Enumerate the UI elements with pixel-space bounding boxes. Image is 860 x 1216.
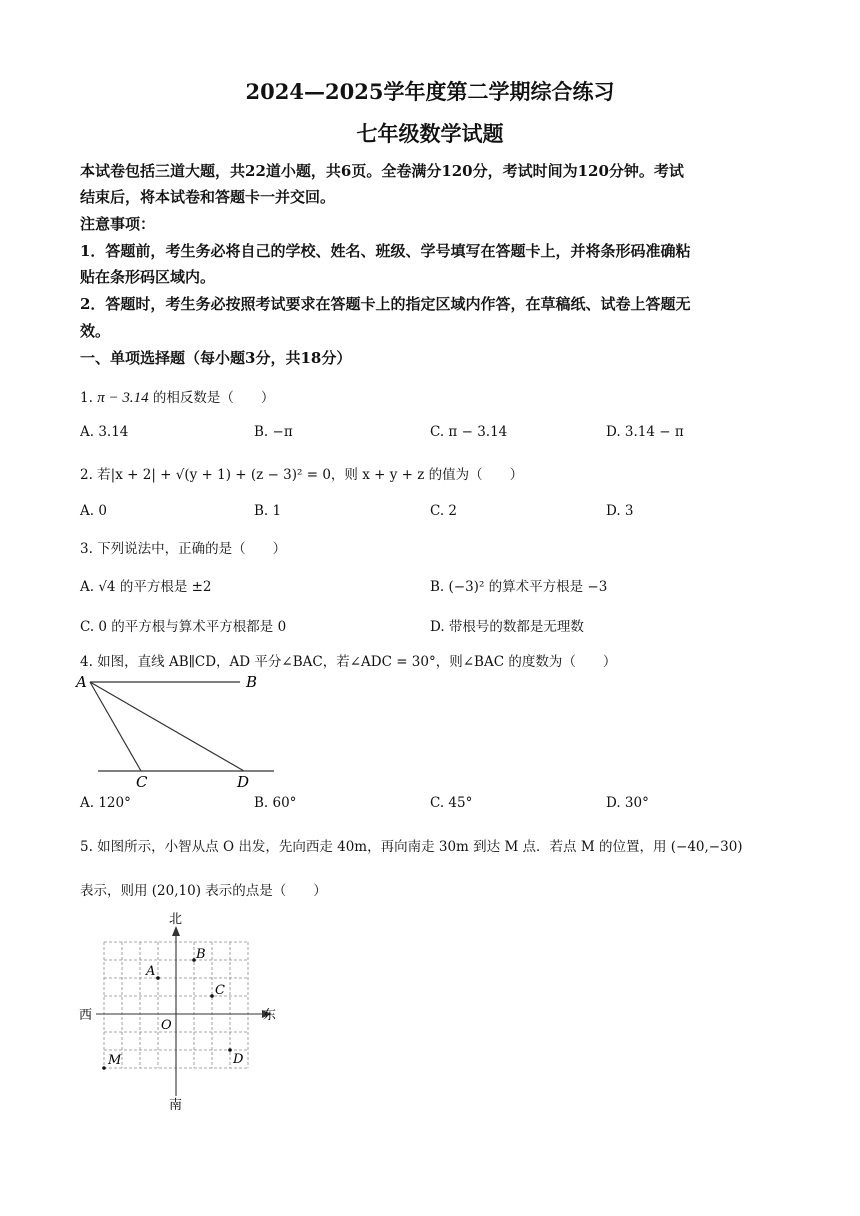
north-label: 北 xyxy=(169,912,183,927)
segment-ad xyxy=(90,682,244,771)
point-c-label: C xyxy=(215,983,225,998)
q1-option-c[interactable]: C. π − 3.14 xyxy=(430,424,508,440)
q3-option-c[interactable]: C. 0 的平方根与算术平方根都是 0 xyxy=(80,619,287,635)
exam-subtitle: 七年级数学试题 xyxy=(356,121,504,146)
south-label: 南 xyxy=(169,1098,183,1113)
notice-1-line-1: 1．答题前，考生务必将自己的学校、姓名、班级、学号填写在答题卡上，并将条形码准确粘 xyxy=(80,242,691,260)
q5-stem-line-2: 表示，则用 (20,10) 表示的点是（ ） xyxy=(80,883,327,899)
origin-label: O xyxy=(161,1018,172,1033)
label-a: A xyxy=(76,673,87,691)
point-a-label: A xyxy=(146,964,156,979)
label-c: C xyxy=(136,773,148,791)
segment-ac xyxy=(90,682,141,771)
exam-title: 2024—2025学年度第二学期综合练习 xyxy=(245,79,615,104)
q4-stem: 4. 如图，直线 AB∥CD，AD 平分∠BAC，若∠ADC = 30°，则∠BAC 的度数为（ ） xyxy=(80,654,617,670)
q3-option-a[interactable]: A. √4 的平方根是 ±2 xyxy=(80,579,212,595)
east-label: 东 xyxy=(263,1008,277,1023)
q1-stem xyxy=(80,386,274,407)
label-d: D xyxy=(237,773,250,791)
q2-option-c[interactable]: C. 2 xyxy=(430,503,458,519)
q4-option-d[interactable]: D. 30° xyxy=(606,795,649,811)
q2-option-a[interactable]: A. 0 xyxy=(80,503,107,519)
q1-number: 1. xyxy=(80,390,93,406)
notice-2-line-2: 效。 xyxy=(80,322,111,340)
q3-option-b[interactable]: B. (−3)² 的算术平方根是 −3 xyxy=(430,579,608,595)
q3-stem: 3. 下列说法中，正确的是（ ） xyxy=(80,541,287,557)
label-b: B xyxy=(246,673,258,691)
point-d-label: D xyxy=(233,1052,244,1067)
point-a xyxy=(156,976,160,980)
q2-stem: 2. 若|x + 2| + √(y + 1) + (z − 3)² = 0，则 x + y + z 的值为（ ） xyxy=(80,467,524,483)
q5-figure xyxy=(74,908,284,1114)
q1-expression: π − 3.14 xyxy=(97,390,149,406)
q1-option-a[interactable]: A. 3.14 xyxy=(80,424,129,440)
q4-figure xyxy=(74,670,284,792)
q4-option-a[interactable]: A. 120° xyxy=(80,795,131,811)
point-b-label: B xyxy=(196,947,206,962)
q3-option-d[interactable]: D. 带根号的数都是无理数 xyxy=(430,619,584,635)
section-1-title: 一、单项选择题（每小题3分，共18分） xyxy=(80,349,352,367)
q4-option-b[interactable]: B. 60° xyxy=(254,795,297,811)
q2-option-d[interactable]: D. 3 xyxy=(606,503,634,519)
intro-line-1: 本试卷包括三道大题，共22道小题，共6页。全卷满分120分，考试时间为120分钟。考试 xyxy=(80,162,684,180)
q1-text: 的相反数是（ ） xyxy=(152,390,275,406)
intro-line-2: 结束后，将本试卷和答题卡一并交回。 xyxy=(80,188,336,206)
q4-option-c[interactable]: C. 45° xyxy=(430,795,473,811)
west-label: 西 xyxy=(79,1008,93,1023)
point-m xyxy=(102,1066,106,1070)
q1-option-d[interactable]: D. 3.14 − π xyxy=(606,424,684,440)
q5-stem-line-1: 5. 如图所示，小智从点 O 出发，先向西走 40m，再向南走 30m 到达 M 点．若点 M 的位置，用 (−40,−30) xyxy=(80,839,743,855)
north-arrow-icon xyxy=(172,926,180,936)
q1-option-b[interactable]: B. −π xyxy=(254,424,293,440)
notice-1-line-2: 贴在条形码区域内。 xyxy=(80,268,216,286)
q2-option-b[interactable]: B. 1 xyxy=(254,503,282,519)
point-m-label: M xyxy=(108,1053,122,1068)
notice-title: 注意事项： xyxy=(80,215,156,233)
point-c xyxy=(210,994,214,998)
notice-2-line-1: 2．答题时，考生务必按照考试要求在答题卡上的指定区域内作答，在草稿纸、试卷上答题无 xyxy=(80,295,691,313)
point-d xyxy=(228,1048,232,1052)
